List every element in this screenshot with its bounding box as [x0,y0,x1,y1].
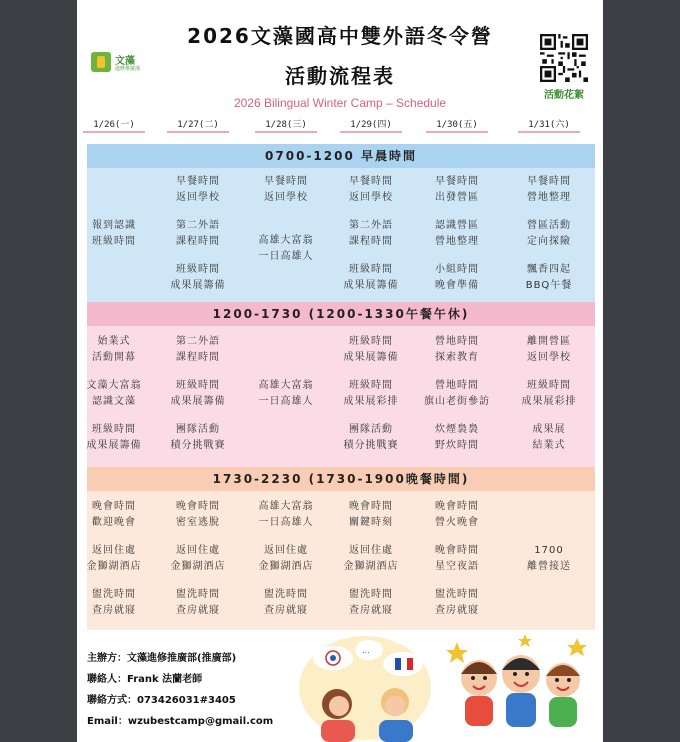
cell-line: 成果展彩排 [521,396,577,407]
schedule-cell [245,543,327,575]
date-label: 1/31(六) [518,117,580,133]
schedule-cell [245,499,327,531]
wenzao-logo [91,52,161,76]
schedule-cell [508,543,590,575]
cell-line: 晚會準備 [435,280,479,291]
cell-line: 返回住處 [176,545,220,556]
cell-line: 班級時間 [176,380,220,391]
poster-title: 2026文藻國高中雙外語冬令營 [187,24,493,48]
schedule-cell [330,378,412,410]
cell-line: 返回學校 [349,192,393,203]
cell-line: 盥洗時間 [176,589,220,600]
cell-line: 野炊時間 [435,440,479,451]
schedule-cell [245,587,327,619]
cell-line: 關鍵時刻 [349,517,393,528]
cell-line: 成果展籌備 [170,280,226,291]
cell-line: 離開營區 [527,336,571,347]
cell-line: 星空夜語 [435,561,479,572]
cell-line: 認識營區 [435,220,479,231]
schedule-cell [157,587,239,619]
schedule-cell [245,174,327,206]
cell-line: 結業式 [532,440,566,451]
schedule-cell [77,587,155,619]
qr-code-icon[interactable] [540,34,588,82]
cell-line: 查房就寢 [176,605,220,616]
cell-line: 高雄大富翁 [258,501,314,512]
cell-line: 晚會時間 [435,545,479,556]
schedule-cell [330,587,412,619]
cell-line: 1700 [534,545,564,556]
schedule-cell [508,218,590,250]
cell-line: 成果展 [532,424,566,435]
cell-line: 報到認識 [92,220,136,231]
schedule-cell [416,174,498,206]
cell-line: 早餐時間 [527,176,571,187]
cell-line: 第二外語 [176,336,220,347]
cell-line: 炊煙裊裊 [435,424,479,435]
date-label: 1/26(一) [83,117,145,133]
cell-line: 營地時間 [435,336,479,347]
email-text[interactable]: Email：wzubestcamp@gmail.com [87,716,274,727]
cell-line: 班級時間 [349,380,393,391]
cell-line: 營區活動 [527,220,571,231]
cell-line: 課程時間 [176,352,220,363]
schedule-cell [330,422,412,454]
cell-line: 小組時間 [435,264,479,275]
cell-line: 班級時間 [527,380,571,391]
cell-line: 返回學校 [527,352,571,363]
schedule-cell [157,422,239,454]
schedule-cell [330,174,412,206]
cell-line: 旗山老街參訪 [424,396,490,407]
schedule-cell [416,218,498,250]
date-label: 1/27(二) [167,117,229,133]
logo-mark-icon [91,52,111,72]
schedule-cell [416,587,498,619]
afternoon-section [87,302,595,467]
schedule-cell [157,499,239,531]
cell-line: 班級時間 [349,336,393,347]
cell-line: 歡迎晚會 [92,517,136,528]
cell-line: 早餐時間 [349,176,393,187]
cell-line: 營地整理 [527,192,571,203]
cell-line: 第二外語 [176,220,220,231]
cell-line: 積分挑戰賽 [170,440,226,451]
cell-line: 離營接送 [527,561,571,572]
cell-line: 返回住處 [264,545,308,556]
cell-line: 高雄大富翁 [258,235,314,247]
organizer-text: 主辦方：文藻進修推廣部(推廣部) [87,653,237,664]
cell-line: 團隊活動 [176,424,220,435]
section-title: 1730-2230 (1730-1900晚餐時間) [87,467,595,491]
schedule-cell [157,334,239,366]
schedule-cell [157,543,239,575]
cell-line: 始業式 [97,336,131,347]
schedule-cell [508,262,590,294]
cell-line: 積分挑戰賽 [343,440,399,451]
cell-line: 第二外語 [349,220,393,231]
schedule-cell [77,499,155,531]
qr-caption: 活動花絮 [544,90,584,101]
cell-line: 返回住處 [349,545,393,556]
schedule-cell [416,378,498,410]
cell-line: 班級時間 [92,424,136,435]
cell-line: 查房就寢 [264,605,308,616]
cell-line: 返回學校 [264,192,308,203]
phone-text: 聯絡方式：073426031#3405 [87,695,236,706]
cell-line: 成果展籌備 [343,280,399,291]
poster-subtitle-zh: 活動流程表 [285,64,395,88]
cell-line: 課程時間 [349,236,393,247]
schedule-cell [157,262,239,294]
logo-small-text: 進修推廣部 [115,66,141,72]
cell-line: 盥洗時間 [264,589,308,600]
schedule-cell [157,378,239,410]
kids-running-illustration [445,632,593,742]
cell-line: 晚會時間 [176,501,220,512]
cell-line: 早餐時間 [435,176,479,187]
cell-line: 營地時間 [435,380,479,391]
cell-line: 早餐時間 [176,176,220,187]
cell-line: BBQ午餐 [525,280,573,291]
schedule-cell [245,233,327,265]
schedule-cell [508,334,590,366]
cell-line: 認識文藻 [92,396,136,407]
svg-text:...: ... [362,646,370,655]
people-talking-illustration [295,634,435,742]
schedule-cell [77,334,155,366]
cell-line: 班級時間 [92,236,136,247]
schedule-cell [416,422,498,454]
schedule-cell [77,378,155,410]
morning-section [87,144,595,302]
cell-line: 探索教育 [435,352,479,363]
cell-line: 晚會時間 [435,501,479,512]
schedule-poster [77,0,603,742]
schedule-cell [508,174,590,206]
evening-section [87,467,595,630]
cell-line: 一日高雄人 [258,396,314,407]
cell-line: 盥洗時間 [92,589,136,600]
schedule-cell [77,543,155,575]
cell-line: 晚會時間 [92,501,136,512]
schedule-cell [416,334,498,366]
cell-line: 定向探險 [527,236,571,247]
cell-line: 密室逃脫 [176,517,220,528]
cell-line: 查房就寢 [349,605,393,616]
schedule-cell [330,262,412,294]
cell-line: 早餐時間 [264,176,308,187]
cell-line: 晚會時間 [349,501,393,512]
schedule-cell [330,499,412,531]
section-title: 1200-1730 (1200-1330午餐午休) [87,302,595,326]
schedule-cell [245,378,327,410]
date-row [77,117,603,131]
schedule-cell [330,334,412,366]
schedule-cell [416,262,498,294]
cell-line: 金獅湖酒店 [86,561,142,572]
cell-line: 班級時間 [349,264,393,275]
schedule-cell [157,218,239,250]
cell-line: 查房就寢 [435,605,479,616]
schedule-cell [77,218,155,250]
cell-line: 團隊活動 [349,424,393,435]
cell-line: 營火晚會 [435,517,479,528]
contact-person-text: 聯絡人：Frank 法蘭老師 [87,674,203,685]
cell-line: 盥洗時間 [349,589,393,600]
cell-line: 金獅湖酒店 [170,561,226,572]
schedule-cell [416,543,498,575]
cell-line: 金獅湖酒店 [258,561,314,572]
schedule-cell [330,218,412,250]
cell-line: 飄香四起 [527,264,571,275]
schedule-cell [157,174,239,206]
cell-line: 返回學校 [176,192,220,203]
cell-line: 一日高雄人 [258,251,314,263]
cell-line: 返回住處 [92,545,136,556]
section-title: 0700-1200 早晨時間 [87,144,595,168]
schedule-cell [508,422,590,454]
date-label: 1/30(五) [426,117,488,133]
cell-line: 班級時間 [176,264,220,275]
schedule-cell [330,543,412,575]
cell-line: 高雄大富翁 [258,380,314,391]
cell-line: 成果展彩排 [343,396,399,407]
cell-line: 盥洗時間 [435,589,479,600]
cell-line: 成果展籌備 [86,440,142,451]
date-label: 1/29(四) [340,117,402,133]
poster-subtitle-en: 2026 Bilingual Winter Camp – Schedule [233,96,447,110]
cell-line: 營地整理 [435,236,479,247]
cell-line: 查房就寢 [92,605,136,616]
cell-line: 成果展籌備 [170,396,226,407]
schedule-cell [77,422,155,454]
cell-line: 活動開幕 [92,352,136,363]
cell-line: 課程時間 [176,236,220,247]
cell-line: 金獅湖酒店 [343,561,399,572]
logo-name: 文藻 [115,56,135,67]
cell-line: 文藻大富翁 [86,380,142,391]
cell-line: 成果展籌備 [343,352,399,363]
schedule-cell [416,499,498,531]
cell-line: 出發營區 [435,192,479,203]
date-label: 1/28(三) [255,117,317,133]
cell-line: 一日高雄人 [258,517,314,528]
schedule-cell [508,378,590,410]
